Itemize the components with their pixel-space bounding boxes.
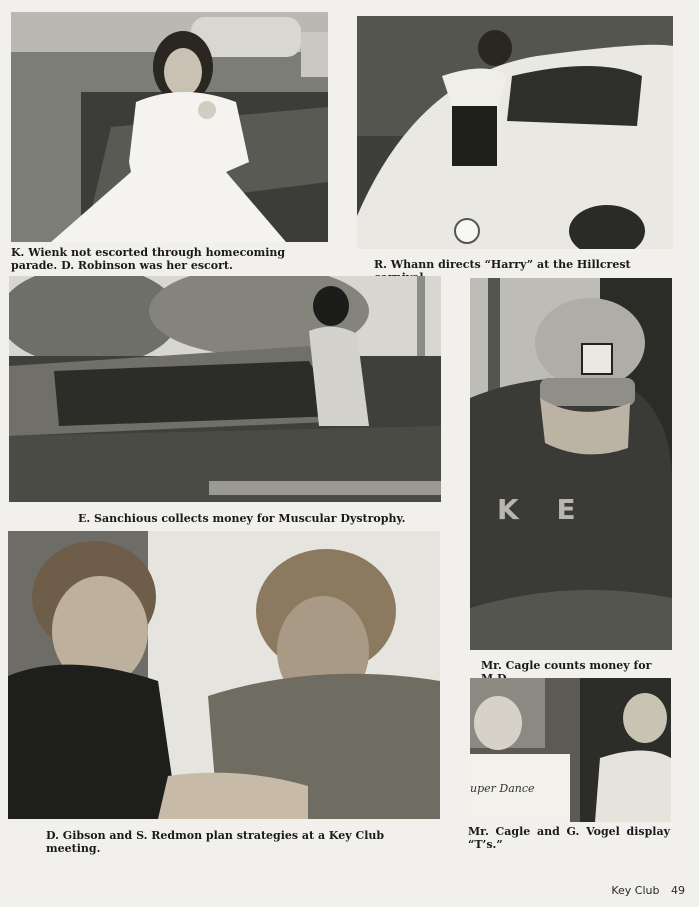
photo-hillcrest-carnival (357, 16, 673, 249)
page-footer (603, 884, 685, 897)
counts-money-image (470, 278, 672, 650)
homecoming-parade-image (11, 12, 328, 242)
tshirt-print: uper Dance (470, 782, 535, 795)
key-club-meeting-image (8, 531, 440, 819)
photo-key-club-meeting (8, 531, 440, 819)
photo-muscular-dystrophy (9, 276, 441, 502)
photo-counts-money (470, 278, 672, 650)
caption-muscular-dystrophy: E. Sanchious collects money for Muscular Dystrophy. (78, 512, 406, 525)
caption-display-tshirts: Mr. Cagle and G. Vogel display “T’s.” (468, 825, 670, 851)
display-tshirts-image (470, 678, 671, 822)
page-number: 49 (671, 884, 685, 897)
photo-display-tshirts (470, 678, 671, 822)
shirt-letters: K E (497, 493, 590, 526)
hillcrest-carnival-image (357, 16, 673, 249)
muscular-dystrophy-image (9, 276, 441, 502)
photo-homecoming-parade (11, 12, 328, 242)
caption-hillcrest-carnival: R. Whann directs “Harry” at the Hillcrest (374, 258, 631, 271)
section-name: Key Club (611, 884, 660, 897)
caption-key-club-meeting: D. Gibson and S. Redmon plan strategies at a Key Club meeting. (46, 829, 385, 855)
caption-homecoming-parade: K. Wienk not escorted through homecoming parade. D. Robinson was her escort. (11, 246, 286, 272)
caption-counts-money: Mr. Cagle counts money for (481, 659, 652, 672)
